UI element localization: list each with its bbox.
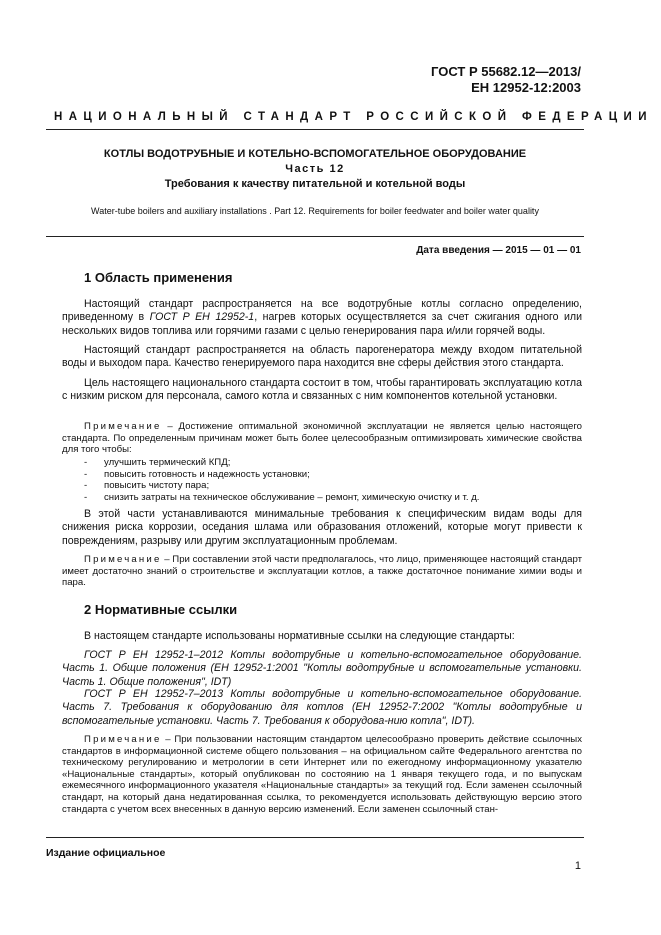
- note-label: Примечание: [84, 734, 162, 745]
- document-title: КОТЛЫ ВОДОТРУБНЫЕ И КОТЕЛЬНО-ВСПОМОГАТЕЛЬНОЕ ОБОРУДОВАНИЕ: [103, 148, 527, 160]
- list-item: [84, 492, 564, 504]
- standard-reference: ГОСТ Р ЕН 12952-1: [149, 311, 255, 324]
- list-item: [84, 469, 564, 481]
- gost-line-2: ЕН 12952-12:2003: [471, 80, 581, 95]
- section-2-paragraph-1: В настоящем стандарте использованы нормативные ссылки на следующие стандарты:: [84, 630, 515, 642]
- page-number: 1: [574, 860, 581, 872]
- note-label: Примечание: [84, 554, 162, 565]
- section-1-paragraph-3: Цель настоящего национального стандарта состоит в том, чтобы гарантировать эксплуатацию котла с низким риском для персонала, самого котла и связанных с ним компонентов котельной установки.: [62, 377, 582, 403]
- english-title: Water-tube boilers and auxiliary installations . Part 12. Requirements for boiler feedwater and boiler water quality: [91, 206, 539, 216]
- section-1-heading: 1 Область применения: [84, 270, 233, 285]
- normative-reference-2: ГОСТ Р ЕН 12952-7–2013 Котлы водотрубные и котельно-вспомогательное оборудование. Часть 7. Требования к оборудованию для котлов (ЕН 12952-7:2002 "Котлы водотрубные и вспомогательные установки. Часть 7. Требования к оборудова-нию котла", IDT).: [62, 688, 582, 727]
- list-item: [84, 457, 564, 469]
- gost-designation: [431, 64, 581, 96]
- section-2-note: [62, 734, 582, 815]
- note-text: – Достижение оптимальной экономичной эксплуатации не является целью настоящего стандарта. По определенным причинам может быть более целесообразным оптимизировать химические свойства для того чтобы:: [62, 421, 582, 456]
- footer-rule: [46, 837, 584, 838]
- optimization-goals-list: [84, 457, 564, 503]
- note-text: – При составлении этой части предполагалось, что лицо, применяющее настоящий стандарт имеет достаточно знаний о строительстве и эксплуатации котлов, а также достаточное понимание химии воды и пара.: [62, 554, 582, 589]
- list-bullet: -: [84, 491, 88, 503]
- normative-reference-1: ГОСТ Р ЕН 12952-1–2012 Котлы водотрубные и котельно-вспомогательное оборудование. Часть 1. Общие положения (ЕН 12952-1:2001 "Котлы водотрубные и вспомогательные установки. Часть 1. Общие положения", IDT): [62, 649, 582, 688]
- note-label: Примечание: [84, 421, 162, 432]
- list-item-text: снизить затраты на техническое обслуживание – ремонт, химическую очистку и т. д.: [104, 491, 480, 503]
- list-bullet: -: [84, 480, 88, 492]
- national-standard-banner: НАЦИОНАЛЬНЫЙ СТАНДАРТ РОССИЙСКОЙ ФЕДЕРАЦИИ: [54, 111, 653, 123]
- list-bullet: -: [84, 457, 88, 468]
- section-1-paragraph-2: Настоящий стандарт распространяется на область парогенератора между входом питательной воды и выходом пара. Качество генерируемого пара находится вне сферы действия этого стандарта.: [62, 344, 582, 370]
- document-part: Часть 12: [285, 163, 345, 175]
- paragraph-text: Настоящий стандарт распространяется на все водотрубные котлы согласно определению, приведенному в: [62, 298, 582, 324]
- gost-line-1: ГОСТ Р 55682.12—2013/: [431, 64, 581, 79]
- paragraph-text: , нагрев которых осуществляется за счет сжигания одного или нескольких видов топлива или горячими газами с целью генерирования пара и/или горячей воды.: [62, 311, 582, 337]
- introduction-date: Дата введения — 2015 — 01 — 01: [416, 245, 581, 256]
- title-rule: [46, 236, 584, 237]
- list-item-text: улучшить термический КПД;: [104, 457, 231, 468]
- list-item-text: повысить чистоту пара;: [104, 480, 210, 492]
- document-subtitle: Требования к качеству питательной и котельной воды: [164, 178, 466, 190]
- section-1-note-2: [62, 554, 582, 589]
- list-bullet: -: [84, 468, 88, 480]
- section-2-heading: 2 Нормативные ссылки: [84, 602, 238, 617]
- section-1-paragraph-4: В этой части устанавливаются минимальные требования к специфическим видам воды для снижения риска коррозии, оседания шлама или образования отложений, которые могут привести к повреждениям, разрыву или другим эксплуатационным проблемам.: [62, 508, 582, 547]
- list-item-text: повысить готовность и надежность установки;: [104, 468, 310, 480]
- official-edition-label: Издание официальное: [46, 847, 166, 859]
- section-1-note-1: [62, 421, 582, 456]
- section-1-paragraph-1: [62, 298, 582, 338]
- list-item: [84, 480, 564, 492]
- note-text: – При пользовании настоящим стандартом целесообразно проверить действие ссылочных стандартов в информационной системе общего пользования – на официальном сайте Федерального агентства по техническому регулированию и метрологии в сети Интернет или по ежегодному информационному указателю «Национальные стандарты», который опубликован по состоянию на 1 января текущего года, и по выпускам ежемесячного информационного указателя «Национальные стандарты» за текущий год. Если заменен ссылочный стандарт, на который дана недатированная ссылка, то рекомендуется использовать действующую версию этого стандарта с учетом всех внесенных в данную версию изменений. Если заменен ссылочный стан-: [62, 734, 582, 815]
- header-rule: [46, 129, 584, 130]
